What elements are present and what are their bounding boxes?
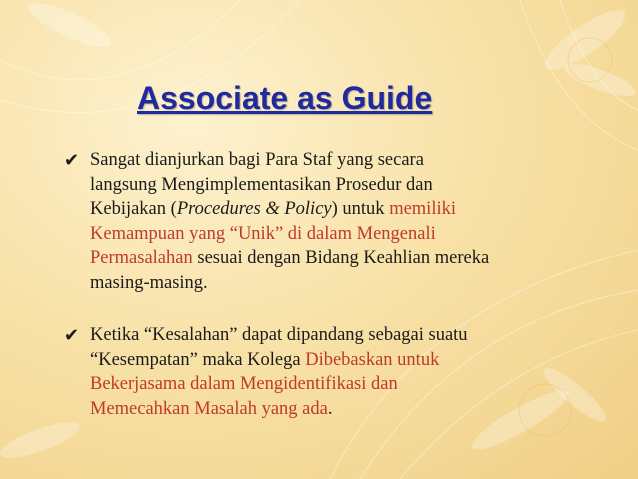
italic-span: Procedures & Policy [176,199,332,219]
checkmark-icon: ✔ [64,150,80,171]
text-span: sesuai dengan Bidang Keahlian mereka [192,248,490,268]
bullet-1-line-3 [90,197,590,222]
bullet-2-line-1: Ketika “Kesalahan” dapat dipandang sebagai suatu [90,325,468,345]
highlight-span: memiliki [389,199,456,219]
bullet-1-line-4: Kemampuan yang “Unik” di dalam Mengenali [90,223,436,244]
text-span: . [327,398,333,419]
bullet-item-2 [64,323,590,421]
bullet-1-line-5 [90,246,590,271]
highlight-span: Dibebaskan untuk [305,349,440,370]
text-span: “Kesempatan” maka Kolega [90,349,306,370]
checkmark-icon: ✔ [64,325,80,346]
bullet-2-line-4 [90,397,590,422]
bullet-1-line-2: langsung Mengimplementasikan Prosedur dan [90,174,433,195]
highlight-span: Permasalahan [90,248,193,268]
bullet-item-1 [64,148,590,295]
text-span: ) untuk [331,199,390,219]
bullet-1-line-6: masing-masing. [90,272,208,293]
bullet-2-line-3: Bekerjasama dalam Mengidentifikasi dan [90,374,398,394]
slide-title: Associate as Guide [137,80,433,116]
bullet-1-line-1: Sangat dianjurkan bagi Para Staf yang secara [90,150,424,170]
bullet-2-line-2 [90,348,590,373]
text-span: Kebijakan ( [90,199,177,219]
highlight-span: Memecahkan Masalah yang ada [90,398,328,419]
